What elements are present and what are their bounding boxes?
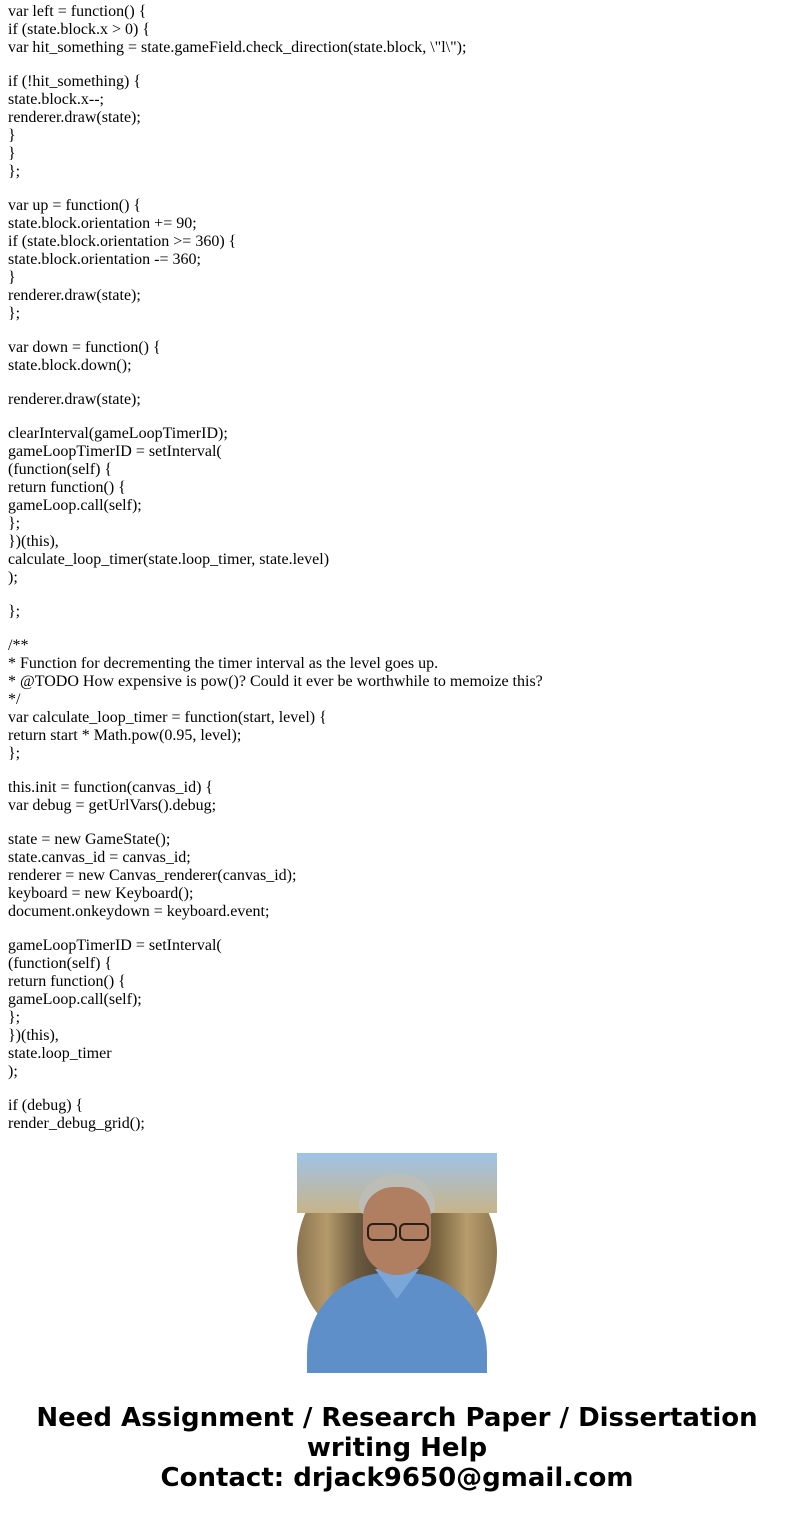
code-line: })(this), (8, 533, 59, 550)
code-line: gameLoop.call(self); (8, 497, 142, 514)
code-line: } (8, 127, 16, 144)
contact-banner (0, 1403, 794, 1493)
banner-line-1: Need Assignment / Research Paper / Dissertation (36, 1403, 758, 1433)
code-line: gameLoopTimerID = setInterval( (8, 443, 222, 460)
code-line: var up = function() { (8, 197, 142, 214)
code-line: }; (8, 515, 21, 532)
code-paragraph (8, 391, 788, 409)
code-line: renderer.draw(state); (8, 287, 141, 304)
code-line: if (debug) { (8, 1097, 84, 1114)
code-line: gameLoopTimerID = setInterval( (8, 937, 222, 954)
code-line: renderer = new Canvas_renderer(canvas_id); (8, 867, 297, 884)
code-line: state.loop_timer (8, 1045, 112, 1062)
code-paragraph (8, 779, 788, 815)
code-line: return function() { (8, 973, 126, 990)
code-paragraph (8, 425, 788, 587)
code-listing (8, 3, 788, 1132)
code-paragraph (8, 73, 788, 181)
code-line: var calculate_loop_timer = function(start, level) { (8, 709, 327, 726)
code-paragraph (8, 637, 788, 763)
code-line: if (state.block.x > 0) { (8, 21, 150, 38)
code-line: var down = function() { (8, 339, 161, 356)
code-line: /** (8, 637, 29, 654)
code-line: gameLoop.call(self); (8, 991, 142, 1008)
code-line: var hit_something = state.gameField.check_direction(state.block, \"l\"); (8, 39, 467, 56)
code-line: state.block.down(); (8, 357, 132, 374)
code-paragraph (8, 339, 788, 375)
code-line: render_debug_grid(); (8, 1115, 145, 1132)
code-line: state = new GameState(); (8, 831, 171, 848)
code-line: } (8, 269, 16, 286)
code-line: return function() { (8, 479, 126, 496)
code-line: this.init = function(canvas_id) { (8, 779, 214, 796)
banner-contact-email: Contact: drjack9650@gmail.com (160, 1463, 634, 1493)
code-line: var debug = getUrlVars().debug; (8, 797, 217, 814)
code-line: })(this), (8, 1027, 59, 1044)
code-line: ); (8, 1063, 18, 1080)
code-paragraph (8, 603, 788, 621)
banner-line-2: writing Help (306, 1433, 488, 1463)
code-line: document.onkeydown = keyboard.event; (8, 903, 270, 920)
code-paragraph (8, 197, 788, 323)
glasses-icon (365, 1223, 429, 1239)
code-line: renderer.draw(state); (8, 109, 141, 126)
code-line: keyboard = new Keyboard(); (8, 885, 194, 902)
code-line: } (8, 145, 16, 162)
code-line: * Function for decrementing the timer interval as the level goes up. (8, 655, 439, 672)
code-line: if (!hit_something) { (8, 73, 141, 90)
code-line: state.block.x--; (8, 91, 104, 108)
code-line: (function(self) { (8, 461, 113, 478)
code-line: renderer.draw(state); (8, 391, 141, 408)
code-line: (function(self) { (8, 955, 113, 972)
code-line: var left = function() { (8, 3, 147, 20)
author-photo (297, 1153, 497, 1353)
code-line: ); (8, 569, 18, 586)
code-line: }; (8, 163, 21, 180)
code-line: }; (8, 1009, 21, 1026)
code-line: * @TODO How expensive is pow()? Could it ever be worthwhile to memoize this? (8, 673, 543, 690)
code-paragraph (8, 3, 788, 57)
code-line: }; (8, 603, 21, 620)
code-line: }; (8, 745, 21, 762)
code-line: state.block.orientation -= 360; (8, 251, 201, 268)
code-line: state.block.orientation += 90; (8, 215, 197, 232)
code-line: */ (8, 691, 21, 708)
code-line: clearInterval(gameLoopTimerID); (8, 425, 228, 442)
code-paragraph (8, 937, 788, 1081)
code-line: state.canvas_id = canvas_id; (8, 849, 191, 866)
code-line: return start * Math.pow(0.95, level); (8, 727, 242, 744)
code-paragraph (8, 1097, 788, 1133)
code-paragraph (8, 831, 788, 921)
code-line: if (state.block.orientation >= 360) { (8, 233, 237, 250)
code-line: calculate_loop_timer(state.loop_timer, state.level) (8, 551, 330, 568)
code-line: }; (8, 305, 21, 322)
